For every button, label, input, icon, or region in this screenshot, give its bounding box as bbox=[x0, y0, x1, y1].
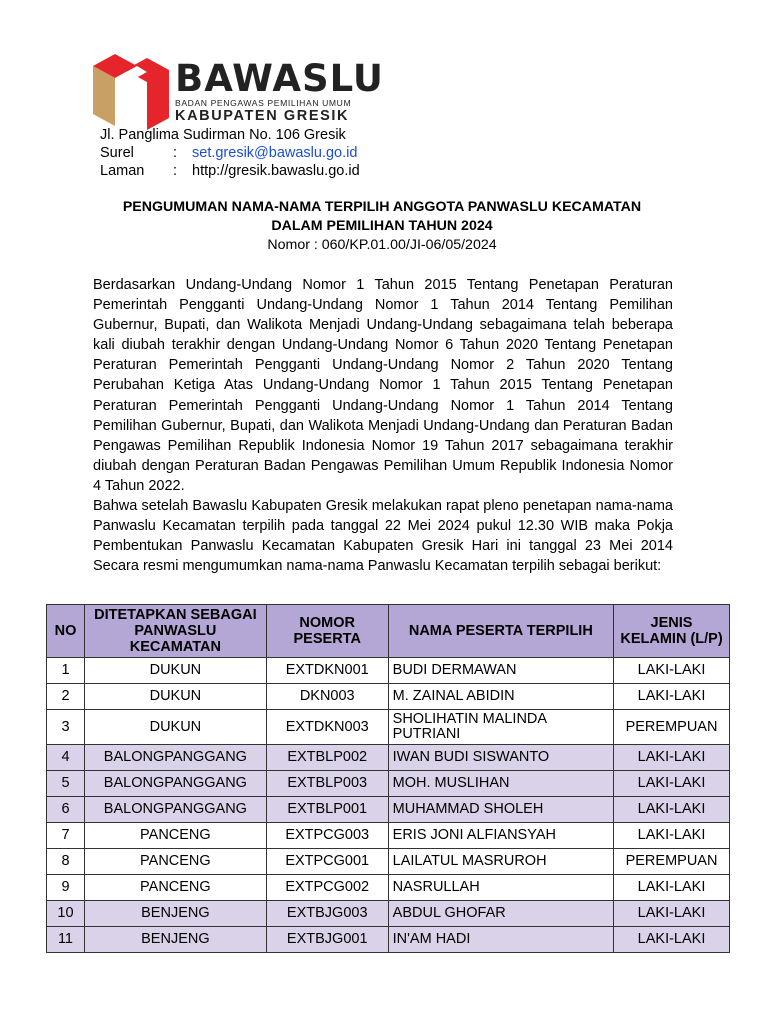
cell-kecamatan: DUKUN bbox=[84, 710, 266, 745]
cell-no: 11 bbox=[47, 927, 85, 953]
email-link[interactable]: set.gresik@bawaslu.go.id bbox=[192, 145, 358, 161]
cell-nama: ABDUL GHOFAR bbox=[388, 901, 613, 927]
cell-jenis: LAKI-LAKI bbox=[614, 901, 730, 927]
cell-jenis: PEREMPUAN bbox=[614, 710, 730, 745]
website-separator: : bbox=[173, 163, 178, 179]
cell-no: 1 bbox=[47, 658, 85, 684]
elected-members-table bbox=[46, 604, 730, 953]
document-number: Nomor : 060/KP.01.00/JI-06/05/2024 bbox=[267, 237, 497, 253]
cell-nama: ERIS JONI ALFIANSYAH bbox=[388, 823, 613, 849]
cell-nomor: EXTDKN003 bbox=[266, 710, 388, 745]
table-row bbox=[47, 797, 730, 823]
cell-kecamatan: BENJENG bbox=[84, 901, 266, 927]
cell-jenis: LAKI-LAKI bbox=[614, 745, 730, 771]
table-row bbox=[47, 771, 730, 797]
table-row bbox=[47, 684, 730, 710]
cell-no: 6 bbox=[47, 797, 85, 823]
org-name: BAWASLU bbox=[175, 57, 384, 100]
cell-jenis: LAKI-LAKI bbox=[614, 771, 730, 797]
website-label: Laman bbox=[100, 163, 145, 179]
table-row bbox=[47, 901, 730, 927]
header-nomor-peserta: NOMOR PESERTA bbox=[266, 605, 388, 658]
announcement-title bbox=[60, 198, 704, 255]
title-line-2: DALAM PEMILIHAN TAHUN 2024 bbox=[271, 218, 493, 234]
cell-kecamatan: BALONGPANGGANG bbox=[84, 771, 266, 797]
table-row bbox=[47, 849, 730, 875]
cell-nomor: EXTPCG003 bbox=[266, 823, 388, 849]
cell-nama: SHOLIHATIN MALINDA PUTRIANI bbox=[388, 710, 613, 745]
brand-text bbox=[175, 57, 384, 124]
cell-nomor: EXTBJG003 bbox=[266, 901, 388, 927]
cell-nomor: EXTPCG002 bbox=[266, 875, 388, 901]
cell-jenis: LAKI-LAKI bbox=[614, 927, 730, 953]
cell-jenis: PEREMPUAN bbox=[614, 849, 730, 875]
cell-nomor: EXTBLP002 bbox=[266, 745, 388, 771]
cell-nomor: EXTBLP001 bbox=[266, 797, 388, 823]
cell-no: 10 bbox=[47, 901, 85, 927]
contact-block bbox=[100, 126, 360, 180]
cell-kecamatan: BALONGPANGGANG bbox=[84, 745, 266, 771]
table-header-row bbox=[47, 605, 730, 658]
cell-kecamatan: DUKUN bbox=[84, 658, 266, 684]
cell-no: 2 bbox=[47, 684, 85, 710]
table-row bbox=[47, 710, 730, 745]
cell-no: 7 bbox=[47, 823, 85, 849]
email-label: Surel bbox=[100, 145, 134, 161]
email-row bbox=[100, 144, 360, 162]
cell-nama: BUDI DERMAWAN bbox=[388, 658, 613, 684]
table-row bbox=[47, 658, 730, 684]
cell-nama: IN'AM HADI bbox=[388, 927, 613, 953]
cell-nama: MUHAMMAD SHOLEH bbox=[388, 797, 613, 823]
header-nama-peserta: NAMA PESERTA TERPILIH bbox=[388, 605, 613, 658]
org-region: KABUPATEN GRESIK bbox=[175, 108, 350, 124]
header-jenis-kelamin: JENIS KELAMIN (L/P) bbox=[614, 605, 730, 658]
cell-no: 8 bbox=[47, 849, 85, 875]
cell-kecamatan: BALONGPANGGANG bbox=[84, 797, 266, 823]
cell-nama: MOH. MUSLIHAN bbox=[388, 771, 613, 797]
title-line-1: PENGUMUMAN NAMA-NAMA TERPILIH ANGGOTA PANWASLU KECAMATAN bbox=[122, 199, 642, 215]
cell-no: 4 bbox=[47, 745, 85, 771]
bawaslu-emblem-icon bbox=[93, 54, 171, 132]
cell-jenis: LAKI-LAKI bbox=[614, 875, 730, 901]
cell-nama: IWAN BUDI SISWANTO bbox=[388, 745, 613, 771]
announcement-body bbox=[93, 275, 673, 576]
cell-nama: M. ZAINAL ABIDIN bbox=[388, 684, 613, 710]
header-kecamatan: DITETAPKAN SEBAGAI PANWASLU KECAMATAN bbox=[84, 605, 266, 658]
cell-jenis: LAKI-LAKI bbox=[614, 658, 730, 684]
cell-kecamatan: BENJENG bbox=[84, 927, 266, 953]
table-row bbox=[47, 745, 730, 771]
cell-jenis: LAKI-LAKI bbox=[614, 823, 730, 849]
cell-nomor: EXTPCG001 bbox=[266, 849, 388, 875]
table-row bbox=[47, 875, 730, 901]
cell-kecamatan: DUKUN bbox=[84, 684, 266, 710]
cell-nomor: EXTBLP003 bbox=[266, 771, 388, 797]
header-no: NO bbox=[47, 605, 85, 658]
cell-no: 3 bbox=[47, 710, 85, 745]
email-separator: : bbox=[173, 145, 178, 161]
website-link[interactable]: http://gresik.bawaslu.go.id bbox=[192, 163, 360, 179]
cell-jenis: LAKI-LAKI bbox=[614, 797, 730, 823]
cell-jenis: LAKI-LAKI bbox=[614, 684, 730, 710]
cell-nomor: EXTBJG001 bbox=[266, 927, 388, 953]
cell-no: 5 bbox=[47, 771, 85, 797]
address: Jl. Panglima Sudirman No. 106 Gresik bbox=[100, 127, 346, 143]
cell-kecamatan: PANCENG bbox=[84, 875, 266, 901]
cell-no: 9 bbox=[47, 875, 85, 901]
org-subtitle: BADAN PENGAWAS PEMILIHAN UMUM bbox=[175, 98, 352, 108]
cell-nomor: EXTDKN001 bbox=[266, 658, 388, 684]
cell-nomor: DKN003 bbox=[266, 684, 388, 710]
table-row bbox=[47, 823, 730, 849]
table-row bbox=[47, 927, 730, 953]
cell-kecamatan: PANCENG bbox=[84, 823, 266, 849]
cell-nama: LAILATUL MASRUROH bbox=[388, 849, 613, 875]
cell-nama: NASRULLAH bbox=[388, 875, 613, 901]
website-row bbox=[100, 162, 360, 180]
body-paragraph-1: Berdasarkan Undang-Undang Nomor 1 Tahun 2015 Tentang Penetapan Peraturan Pemerintah Pengganti Undang-Undang Nomor 1 Tahun 2014 Tentang Pemilihan Gubernur, Bupati, dan Walikota Menjadi Undang-Undang sebagaimana telah beberapa kali diubah terakhir dengan Undang-Undang Nomor 6 Tahun 2020 Tentang Penetapan Peraturan Pemerintah Pengganti Undang-Undang Nomor 2 Tahun 2020 Tentang Perubahan Ketiga Atas Undang-Undang Nomor 1 Tahun 2015 Tentang Penetapan Peraturan Pemerintah Pengganti Undang-Undang Nomor 1 Tahun 2014 Tentang Pemilihan Gubernur, Bupati, dan Walikota Menjadi Undang-Undang dan Peraturan Badan Pengawas Pemilihan Republik Indonesia Nomor 19 Tahun 2017 sebagaimana terakhir diubah dengan Peraturan Badan Pengawas Pemilihan Umum Republik Indonesia Nomor 4 Tahun 2022. bbox=[93, 277, 673, 494]
cell-kecamatan: PANCENG bbox=[84, 849, 266, 875]
body-paragraph-2: Bahwa setelah Bawaslu Kabupaten Gresik melakukan rapat pleno penetapan nama-nama Panwaslu Kecamatan terpilih pada tanggal 22 Mei 2024 pukul 12.30 WIB maka Pokja Pembentukan Panwaslu Kecamatan Kabupaten Gresik Hari ini tanggal 23 Mei 2014 Secara resmi mengumumkan nama-nama Panwaslu Kecamatan terpilih sebagai berikut: bbox=[93, 498, 673, 575]
